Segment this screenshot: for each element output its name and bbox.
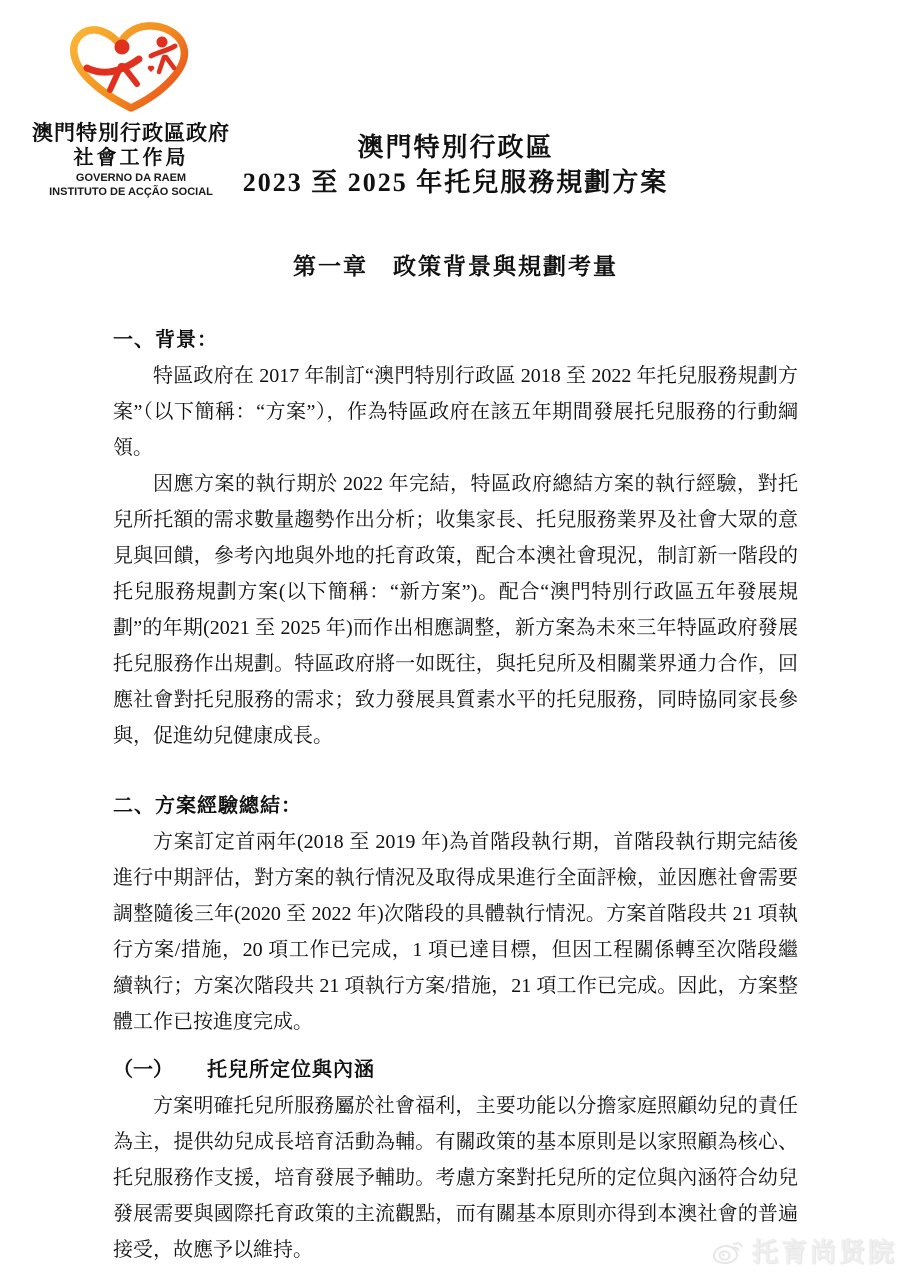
section-2-paragraph-1: 方案訂定首兩年(2018 至 2019 年)為首階段執行期，首階段執行期完結後進行中期評估，對方案的執行情況及取得成果進行全面評檢，並因應社會需要調整隨後三年(2020 至 2022 年)次階段的具體執行情況。方案首階段共 21 項執行方案/措施，20 項工作已完成，1 項已達目標，但因工程關係轉至次階段繼續執行；方案次階段共 21 項執行方案/措施，21 項工作已完成。因此，方案整體工作已按進度完成。 [113,831,798,1033]
watermark-text: 托育尚贤院 [751,1238,897,1267]
document-body [113,322,798,1268]
chapter-heading: 第一章 政策背景與規劃考量 [293,254,618,279]
weibo-icon [712,1237,746,1265]
weibo-watermark [712,1232,897,1269]
document-title-line1: 澳門特別行政區 [357,133,554,162]
subsection-1-paragraph-1: 方案明確托兒所服務屬於社會福利，主要功能以分擔家庭照顧幼兒的責任為主，提供幼兒成長培育活動為輔。有關政策的基本原則是以家照顧為核心、托兒服務作支援，培育發展予輔助。考慮方案對托兒所的定位與內涵符合幼兒發展需要與國際托育政策的主流觀點，而有關基本原則亦得到本澳社會的普遍接受，故應予以維持。 [113,1095,798,1261]
ias-heart-logo [65,22,197,114]
org-name-pt-institute: INSTITUTO DE ACÇÃO SOCIAL [49,186,213,198]
document-title-line2: 2023 至 2025 年托兒服務規劃方案 [242,168,669,197]
org-name-zh-bureau: 社會工作局 [73,147,189,169]
org-name-pt-government: GOVERNO DA RAEM [75,172,187,184]
section-1-heading: 一、背景： [113,329,218,351]
small-heart-glyph [148,66,155,72]
section-2-heading: 二、方案經驗總結： [113,795,302,817]
subsection-1-label: （一） [113,1059,173,1081]
org-name-zh-government: 澳門特別行政區政府 [32,121,230,145]
document-title [0,130,911,200]
subsection-1-title: 托兒所定位與內涵 [207,1059,375,1081]
section-1-paragraph-2: 因應方案的執行期於 2022 年完結，特區政府總結方案的執行經驗，對托兒所托額的需求數量趨勢作出分析；收集家長、托兒服務業界及社會大眾的意見與回饋，參考內地與外地的托育政策，配合本澳社會現況，制訂新一階段的托兒服務規劃方案(以下簡稱：“新方案”)。配合“澳門特別行政區五年發展規劃”的年期(2021 至 2025 年)而作出相應調整，新方案為未來三年特區政府發展托兒服務作出規劃。特區政府將一如既往，與托兒所及相關業界通力合作，回應社會對托兒服務的需求；致力發展具質素水平的托兒服務，同時協同家長參與，促進幼兒健康成長。 [113,473,798,747]
section-1-paragraph-1: 特區政府在 2017 年制訂“澳門特別行政區 2018 至 2022 年托兒服務規劃方案”（以下簡稱：“方案”），作為特區政府在該五年期間發展托兒服務的行動綱領。 [113,365,798,459]
subsection-1-heading [113,1052,798,1088]
